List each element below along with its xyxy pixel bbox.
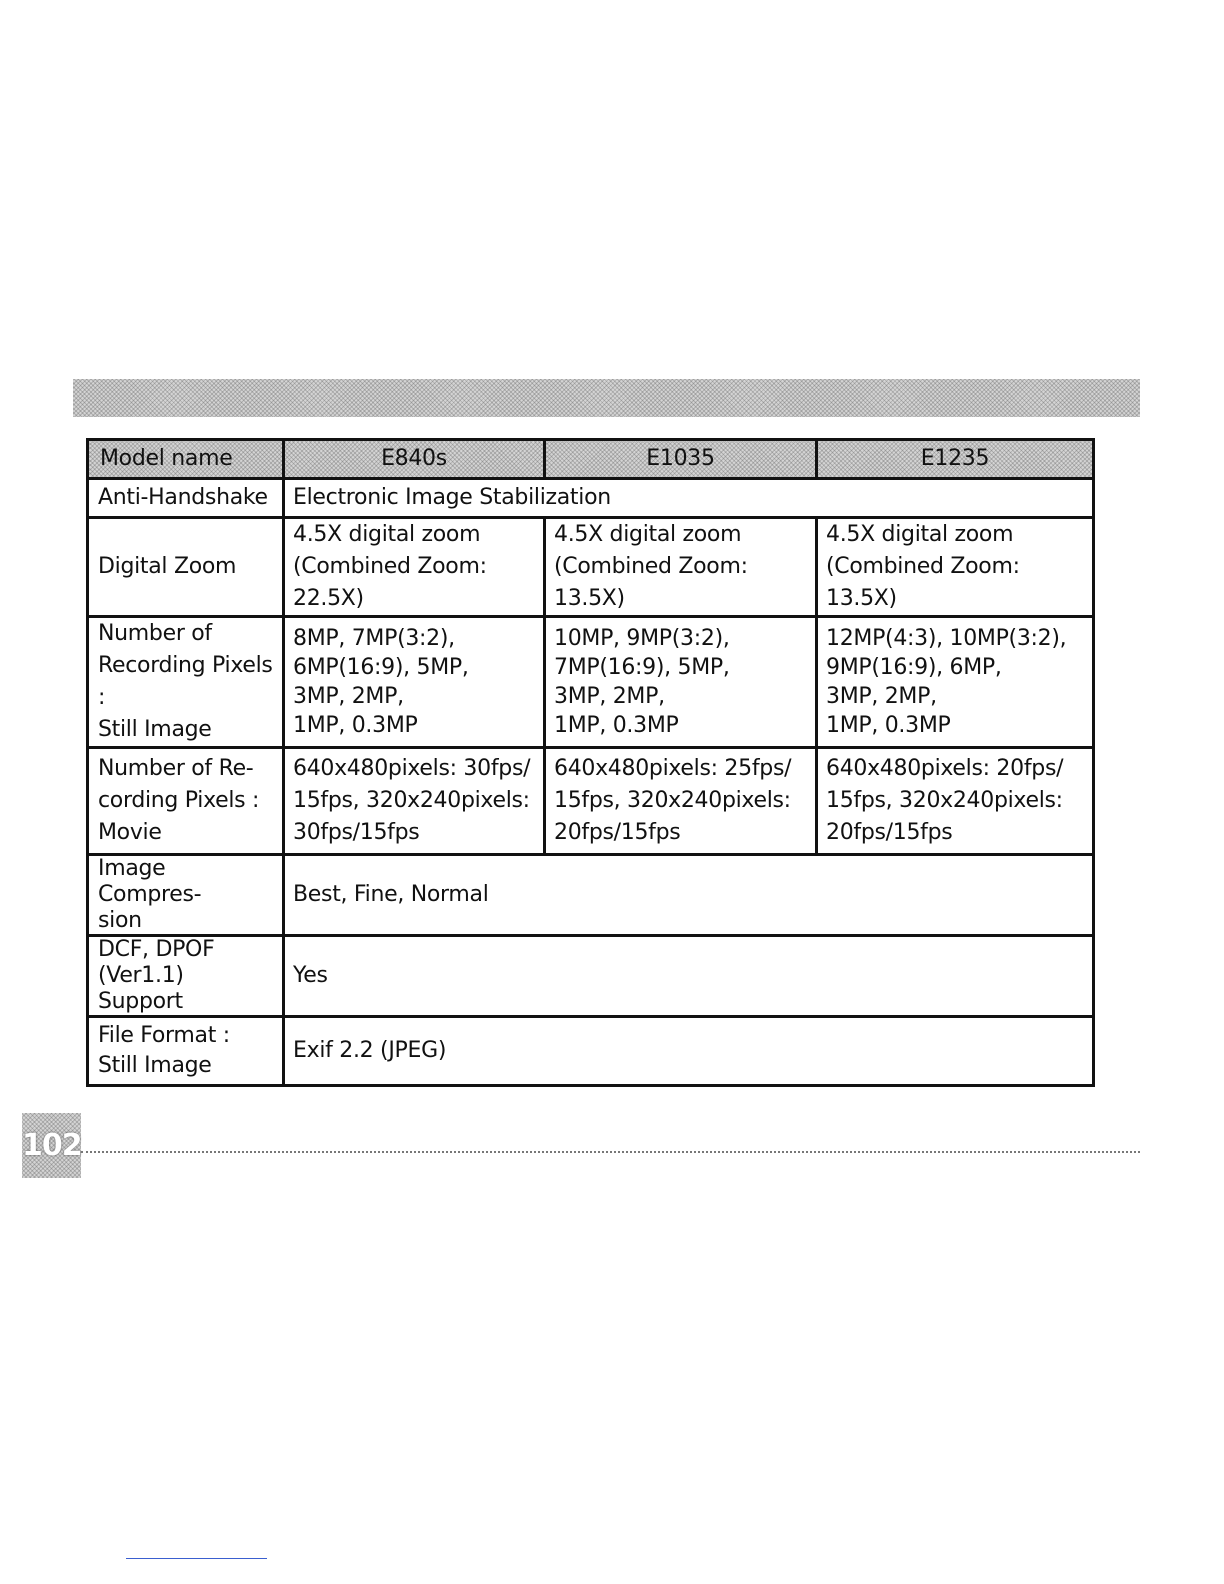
cell-movie-pixels-e1035: 640x480pixels: 25fps/ 15fps, 320x240pixels: 20fps/15fps [545,748,817,855]
row-label-recording-pixels-still: Number of Recording Pixels : Still Image [88,617,284,748]
header-label: E840s [381,446,447,471]
row-value-anti-handshake: Electronic Image Stabilization [284,479,1094,518]
row-label-image-compression: Image Compres- sion [88,855,284,936]
row-value-file-format: Exif 2.2 (JPEG) [284,1017,1094,1086]
row-value-dcf-dpof: Yes [284,936,1094,1017]
cell-still-pixels-e1035: 10MP, 9MP(3:2), 7MP(16:9), 5MP, 3MP, 2MP, 1MP, 0.3MP [545,617,817,748]
table-row [88,1017,1094,1086]
cell-digital-zoom-e840s: 4.5X digital zoom (Combined Zoom: 22.5X) [284,518,545,617]
table-row [88,617,1094,748]
row-label-recording-pixels-movie: Number of Re- cording Pixels : Movie [88,748,284,855]
row-label-digital-zoom: Digital Zoom [88,518,284,617]
row-label-dcf-dpof: DCF, DPOF (Ver1.1) Support [88,936,284,1017]
cell-still-pixels-e840s: 8MP, 7MP(3:2), 6MP(16:9), 5MP, 3MP, 2MP, 1MP, 0.3MP [284,617,545,748]
table-row [88,518,1094,617]
cell-movie-pixels-e1235: 640x480pixels: 20fps/ 15fps, 320x240pixels: 20fps/15fps [817,748,1094,855]
spec-table [86,438,1095,1087]
table-row [88,936,1094,1017]
table-header-row [88,440,1094,479]
table-row [88,479,1094,518]
row-value-image-compression: Best, Fine, Normal [284,855,1094,936]
table-row [88,748,1094,855]
section-header-band [73,379,1140,417]
header-cell-model-name [88,440,284,479]
header-cell-e840s [284,440,545,479]
cell-digital-zoom-e1035: 4.5X digital zoom (Combined Zoom: 13.5X) [545,518,817,617]
header-label: E1035 [646,446,715,471]
cell-movie-pixels-e840s: 640x480pixels: 30fps/ 15fps, 320x240pixels: 30fps/15fps [284,748,545,855]
page-number: 102 [22,1113,81,1178]
cell-still-pixels-e1235: 12MP(4:3), 10MP(3:2), 9MP(16:9), 6MP, 3MP, 2MP, 1MP, 0.3MP [817,617,1094,748]
footer-divider [81,1151,1140,1153]
row-label-file-format: File Format : Still Image [88,1017,284,1086]
bottom-rule [126,1558,267,1559]
header-label: E1235 [920,446,990,471]
row-label-anti-handshake: Anti-Handshake [88,479,284,518]
header-label: Model name [100,446,233,471]
header-cell-e1035 [545,440,817,479]
cell-digital-zoom-e1235: 4.5X digital zoom (Combined Zoom: 13.5X) [817,518,1094,617]
table-row [88,855,1094,936]
header-cell-e1235 [817,440,1094,479]
